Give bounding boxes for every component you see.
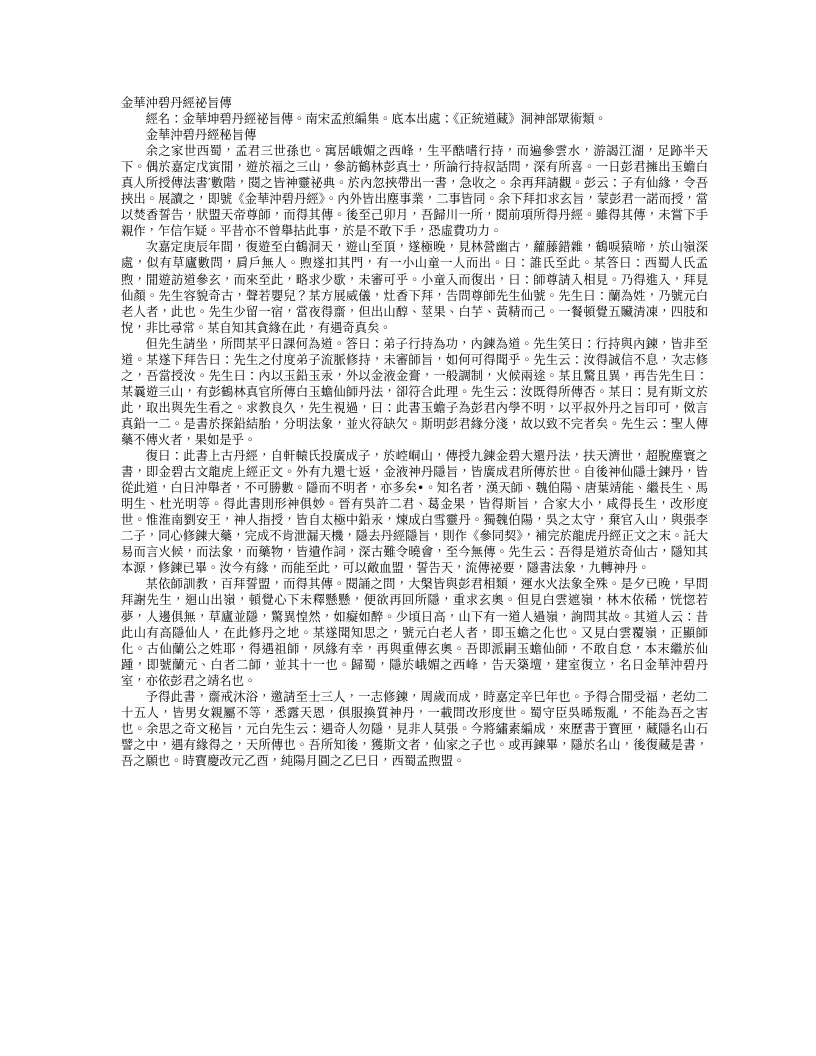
document-heading-repeat: 金華沖碧丹經秘旨傳	[145, 128, 257, 143]
page-title: 金華沖碧丹經祕旨傳	[121, 96, 232, 110]
paragraph-2: 次嘉定庚辰年間，復遊至白鶴洞天，遊山至頂，遂極晚，見林營幽古，蘿藤錯雜，鶴唳猿啼，於山嶺深處，似有草廬數問，肩戶無人。煦遂扣其門，有一小山童一人而出。曰：誰氏至此。某答曰：西蜀人氏孟煦，閒遊訪道參玄，而來至此，略求少歇，未審可乎。小童入而復出，曰：師尊請入相見。乃得進入，拜見仙顏。先生容貌奇古，聲若嬰兒？某方展威儀，灶香下拜，告問尊師先生仙號。先生曰：蘭為姓，乃號元白老人者，此也。先生少留一宿，當夜得齋，但出山醇、莖果、白芋、黃精而己。一餐頓覺五贜清凍，四肢和悅，非比尋常。某自知其貪緣在此，有遇奇真矣。	[121, 240, 708, 335]
document-body	[121, 95, 708, 769]
paragraph-4: 復曰：此書上古丹經，自軒轅氏投廣成子，於崆峒山，傳授九鍊金碧大還丹法，扶天濟世，超脫塵寰之書，即金碧古文龍虎上經正文。外有九還七返，金液神丹隱旨，皆廣成君所傳於世。自後神仙隱士鍊丹，皆從此道，白日沖舉者，不可勝數。隱而不明者，亦多矣•。知名者，漢天師、魏伯陽、唐葉靖能、繼長生、馬明生、杜光明等。得此書則形神俱妙。晉有吳許二君、葛金果，皆得斯旨，合家大小，咸得長生，改形度世。惟淮南劉安王，神人指授，皆自太極中鉛汞，煉成白雪靈丹。獨魏伯陽，吳之太守，棄官入山，與張李二子，同心修鍊大藥，完成不肯泄漏天機，隱去丹經隱旨，則作《參同契》，補完於龍虎丹經正文之末。託大易而言火候，而法象，而藥物，皆遺作詞，深古難令曉會，至今無傳。先生云：吾得是道於奇仙古，隱知其本源，修鍊已畢。汝今有緣，而能至此，可以敵血盟，誓告天，流傳祕要，隱書法象，九轉神丹。	[121, 449, 708, 576]
paragraph-1: 余之家世西蜀，孟君三世孫也。寓居峨媚之西峰，生平酷嗜行持，而遍參雲水，游謁江湖，足跡半天下。偶於嘉定戊寅閒，遊於福之三山，參訪鶴林彭真士，所論行持叔話問，深有所喜。一日彭君擁出玉蟾白真人所授傳法書′數階，閱之皆神靈祕典。於內忽挾帶出一書，急收之。余再拜請觀。彭云：子有仙緣，令吾挾出。展讀之，即號《金華沖碧丹經》。內外皆出塵事業，二事皆同。余下拜扣求玄旨，蒙彭君一諾而授，當以焚香誓告，狀盟天帝尊師，而得其傳。後至己卯月，吾歸川一所，閱前項所得丹經。雖得其傳，未嘗下手親作，乍信乍疑。平昔亦不曾舉拈此事，於是不敢下手，恐虛費功力。	[121, 144, 708, 239]
paragraph-5: 某依師訓教，百拜誓盟，而得其傳。閱誦之問，大槃皆與彭君相類，運水火法象全殊。是夕已晚，早問拜謝先生，迴山出嶺，頓覺心下未釋懸懸，便欲再回所隱，重求玄奧。但見白雲遮嶺，林木依稀，恍惚若夢，人邊俱無，草廬並隱，驚異惶然，如癡如醉。少頃日高，山下有一道人過嶺，詢問其故。其道人云：昔此山有高隱仙人，在此修丹之地。某遂聞知思之，號元白老人者，即玉蟾之化也。又見白雲覆嶺，正顯師化。古仙蘭公之姓耶，得遇祖師，夙緣有幸，再與重傳玄奧。吾即派嗣玉蟾仙師，不敢自怠，本末繼於仙踵，即號蘭元、白者二師，並其十一也。歸蜀，隱於峨媚之西峰，告天築壇，建室復立，名日金華沖碧丹室，亦依彭君之靖名也。	[121, 577, 708, 688]
paragraph-3: 但先生請坐，所問某平日課何為道。答曰：弟子行持為功，內鍊為道。先生笑曰：行持與內鍊，皆非至道。某遂下拜告曰：先生之付度弟子流脈修持，未審師旨，如何可得聞乎。先生云：汝得誠信不息，次志修之，吾當授汝。先生曰：內以玉鉛玉汞，外以金液金膏，一般調制，火候兩途。某且驚且異，再告先生曰：某曩遊三山，有彭鶴林真官所傳白玉蟾仙師丹法，卻符合此理。先生云：汝既得所傳否。某曰：見有斯文於此，取出與先生看之。求教良久，先生視過，曰：此書玉蟾子為彭君內學不明，以平叔外丹之旨印可，傚言真鉛一二。是書於探鉛結胎，分明法象，並火符缺欠。斯明彭君緣分淺，故以致不完者矣。先生云：聖人傳藥不傳火者，果如是乎。	[121, 336, 708, 447]
scripture-name-line: 經名：金華坤碧丹經祕旨傳。南宋孟煎編集。底本出處：《正統道藏》洞神部眾術類。	[145, 112, 607, 127]
paragraph-6: 予得此書，齋戒沐浴，邀請至士三人，一志修鍊，周歲而成，時嘉定辛巳年也。予得合閒受福，老幼二十五人，皆男女親屬不等，悉露天恩，俱服換質神丹，一載問改形度世。蜀守臣吳晞叛亂，不能為吾之害也。余思之奇文秘旨，元白先生云：遇奇人勿隱，見非人莫張。今將繡素編成，來歷書于寶匣，藏隱名山石譬之中，遇有緣得之，天所傳也。吾所知後，獲斯文者，仙家之子也。或再鍊畢，隱於名山，後復藏是書，吾之願也。時寶慶改元乙酉，純陽月圓之乙巳日，西蜀孟煦盟。	[121, 689, 708, 768]
